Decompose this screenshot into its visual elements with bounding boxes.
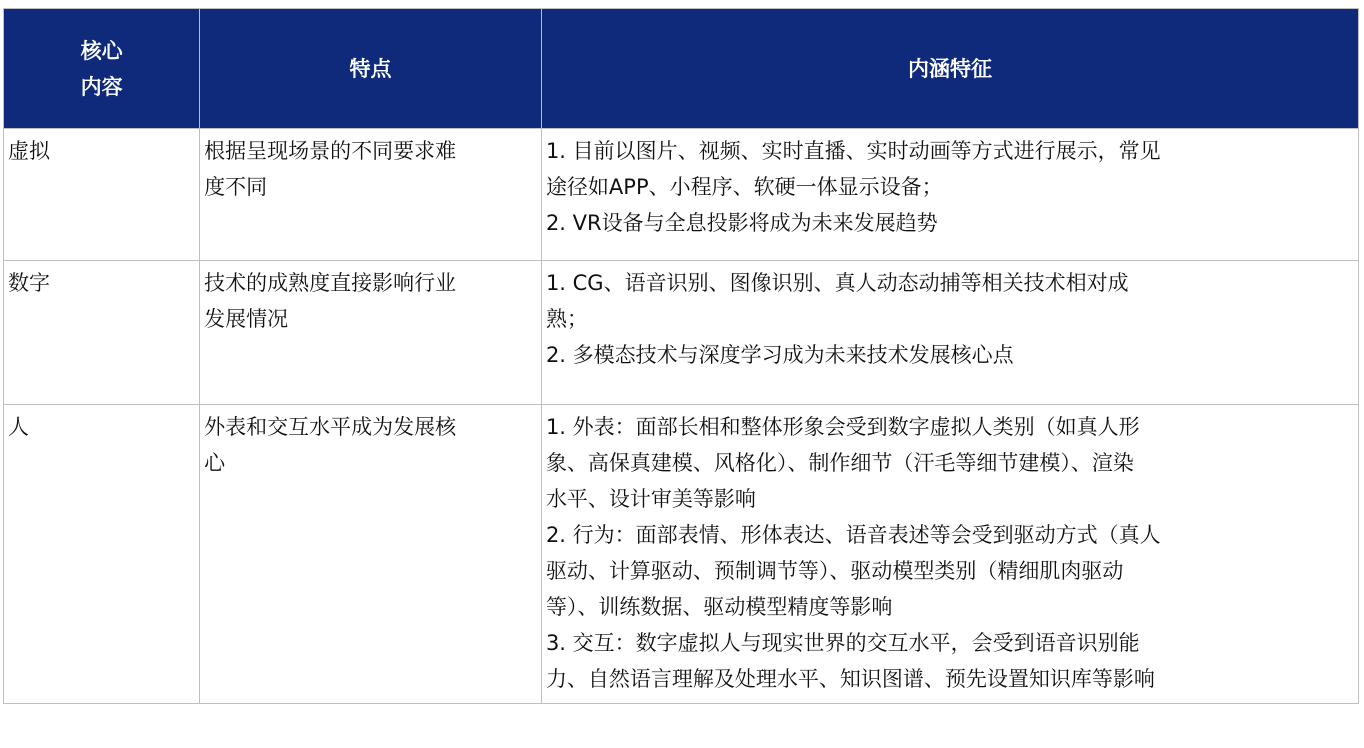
cell-feature: 根据呈现场景的不同要求难 度不同 (200, 129, 542, 261)
header-feature: 特点 (200, 9, 542, 129)
header-core: 核心 内容 (4, 9, 200, 129)
table-row (4, 129, 1359, 261)
table-row (4, 405, 1359, 704)
table-row (4, 261, 1359, 405)
cell-core: 人 (4, 405, 200, 704)
cell-connotation: 1. 外表：面部长相和整体形象会受到数字虚拟人类别（如真人形 象、高保真建模、风格化）、制作细节（汗毛等细节建模）、渲染 水平、设计审美等影响 2. 行为：面部表情、形体表达、语音表述等会受到驱动方式（真人 驱动、计算驱动、预制调节等）、驱动模型类别（精细肌肉驱动 等）、训练数据、驱动模型精度等影响 3. 交互：数字虚拟人与现实世界的交互水平，会受到语音识别能 力、自然语言理解及处理水平、知识图谱、预先设置知识库等影响 (541, 405, 1358, 704)
cell-core: 数字 (4, 261, 200, 405)
cell-connotation: 1. 目前以图片、视频、实时直播、实时动画等方式进行展示，常见 途径如APP、小程序、软硬一体显示设备； 2. VR设备与全息投影将成为未来发展趋势 (541, 129, 1358, 261)
header-row (4, 9, 1359, 129)
cell-connotation: 1. CG、语音识别、图像识别、真人动态动捕等相关技术相对成 熟； 2. 多模态技术与深度学习成为未来技术发展核心点 (541, 261, 1358, 405)
cell-feature: 外表和交互水平成为发展核 心 (200, 405, 542, 704)
cell-core: 虚拟 (4, 129, 200, 261)
header-connotation: 内涵特征 (541, 9, 1358, 129)
feature-table (3, 8, 1359, 704)
cell-feature: 技术的成熟度直接影响行业 发展情况 (200, 261, 542, 405)
